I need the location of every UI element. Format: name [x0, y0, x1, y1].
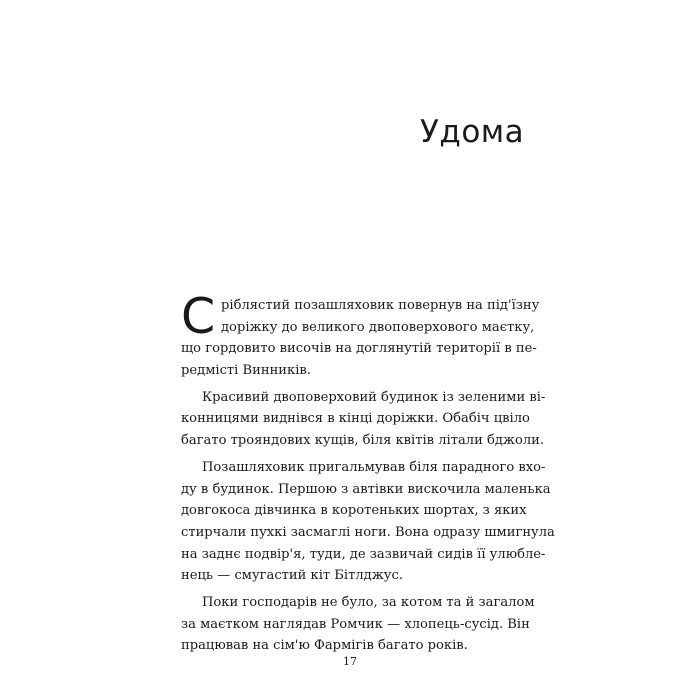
- drop-cap: С: [181, 288, 216, 345]
- paragraph-3: [181, 457, 555, 587]
- text-line: що гордовито височів на доглянутій території в пе-: [181, 341, 537, 357]
- text-line: стирчали пухкі засмаглі ноги. Вона одразу шмигнула: [181, 524, 555, 540]
- text-line: доріжку до великого двоповерхового маєтку,: [221, 319, 535, 335]
- text-line: ріблястий позашляховик повернув на під'їзну: [221, 298, 540, 313]
- body-text: [181, 288, 555, 657]
- paragraph-2: [181, 387, 546, 452]
- text-line: Позашляховик пригальмував біля парадного вхо-: [202, 459, 546, 475]
- text-line: за маєтком наглядав Ромчик — хлопець-сусід. Він: [181, 616, 530, 632]
- text-line: Поки господарів не було, за котом та й загалом: [202, 594, 535, 610]
- paragraph-4: [181, 592, 535, 657]
- chapter-title: Удома: [420, 114, 525, 150]
- text-line: працював на сім'ю Фармігів багато років.: [181, 638, 468, 654]
- page-number: 17: [343, 655, 357, 668]
- text-line: багато трояндових кущів, біля квітів літали бджоли.: [181, 433, 545, 449]
- text-line: довгокоса дівчинка в коротеньких шортах, з яких: [181, 503, 527, 519]
- text-line: нець — смугастий кіт Бітлджус.: [181, 568, 403, 584]
- paragraph-1: [181, 288, 540, 382]
- text-line: конницями виднівся в кінці доріжки. Обабіч цвіло: [181, 411, 530, 427]
- text-line: редмісті Винників.: [181, 363, 311, 379]
- text-line: ду в будинок. Першою з автівки вискочила маленька: [181, 481, 551, 497]
- text-line: Красивий двоповерховий будинок із зеленими ві-: [202, 389, 546, 405]
- text-line: на заднє подвір'я, туди, де зазвичай сидів її улюбле-: [181, 546, 546, 562]
